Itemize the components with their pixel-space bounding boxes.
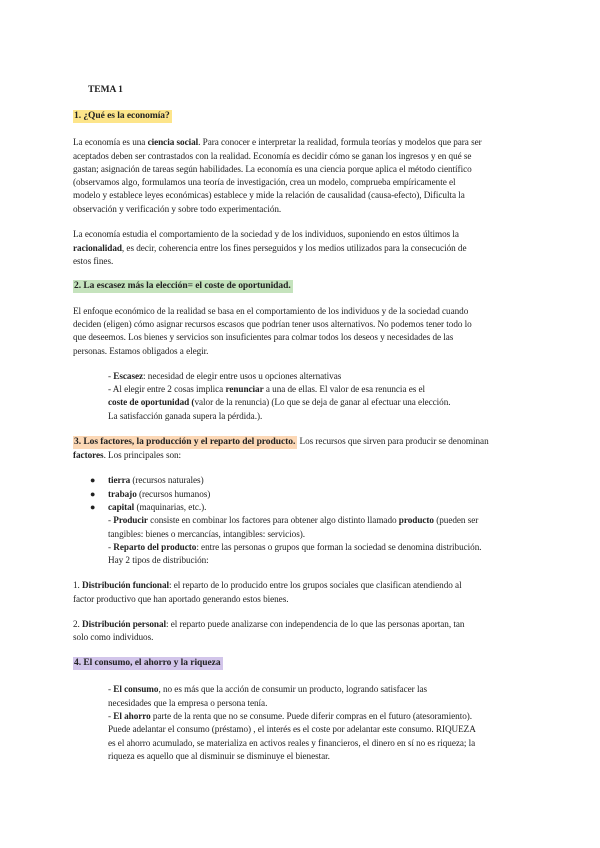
term-factores: factores	[73, 450, 104, 460]
s4-item-5: es el ahorro acumulado, se materializa en activos reales y financieros, el dinero en sí no es riqueza; la	[108, 738, 476, 748]
s1-p2-line-3: estos fines.	[73, 256, 114, 266]
term-escasez: Escasez	[113, 371, 144, 381]
term-coste-de-oportunidad: coste de oportunidad (	[108, 397, 195, 407]
bullet-icon: ●	[90, 502, 96, 512]
s1-p1-line-5: modelo y establece leyes económicas) establece y mide la relación de causalidad (causa-efecto), Dificulta la	[73, 190, 465, 200]
s2-list-item-1: - Escasez: necesidad de elegir entre usos u opciones alternativas	[108, 371, 342, 381]
term-reparto-del-producto: Reparto del producto	[113, 542, 197, 552]
s3-prod-line-3: - Reparto del producto: entre las personas o grupos que forman la sociedad se denomina distribución.	[108, 542, 482, 552]
s1-p2-line-1: La economía estudia el comportamiento de la sociedad y de los individuos, suponiendo en estos últimos la	[73, 229, 459, 239]
term-el-consumo: El consumo	[113, 684, 159, 694]
s2-list-item-2: - Al elegir entre 2 cosas implica renunciar a una de ellas. El valor de esa renuncia es el	[108, 384, 426, 394]
s3-bullet-trabajo: trabajo (recursos humanos)	[108, 489, 211, 499]
term-el-ahorro: El ahorro	[113, 711, 151, 721]
s3-d2-line-2: solo como individuos.	[73, 632, 154, 642]
section-2-heading-text: 2. La escasez más la elección= el coste de oportunidad.	[74, 281, 291, 291]
s3-line-2: factores. Los principales son:	[73, 450, 182, 460]
s4-item-1: - El consumo, no es más que la acción de consumir un producto, logrando satisfacer las	[108, 684, 427, 694]
term-racionalidad: racionalidad	[73, 243, 122, 253]
s2-p1-line-4: personas. Estamos obligados a elegir.	[73, 346, 209, 356]
term-renunciar: renunciar	[225, 384, 264, 394]
document-title: TEMA 1	[88, 85, 123, 95]
section-1-heading	[73, 110, 172, 122]
s3-d1-line-1: 1. Distribución funcional: el reparto de lo producido entre los grupos sociales que clasifican atendiendo al	[73, 580, 462, 590]
s1-p1-line-1: La economía es una ciencia social. Para conocer e interpretar la realidad, formula teorías y modelos que para ser	[73, 137, 482, 147]
s3-d2-line-1: 2. Distribución personal: el reparto puede analizarse con independencia de lo que las personas aportan, tan	[73, 619, 465, 629]
term-ciencia-social: ciencia social	[147, 137, 199, 147]
s4-item-3: - El ahorro parte de la renta que no se consume. Puede diferir compras en el futuro (atesoramiento).	[108, 711, 473, 721]
s3-d1-line-2: factor productivo que han aportado generando estos bienes.	[73, 594, 289, 604]
s2-p1-line-3: que deseemos. Los bienes y servicios son insuficientes para colmar todos los deseos y necesidades de las	[73, 332, 454, 342]
s4-item-2: necesidades que la empresa o persona tenía.	[108, 698, 268, 708]
section-2-heading	[73, 280, 293, 292]
s2-list-item-4: La satisfacción ganada supera la pérdida.).	[108, 411, 263, 421]
s1-p1-line-2: aceptados deben ser contrastados con la realidad. Economía es decidir cómo se ganan los ingresos y en qué se	[73, 151, 472, 161]
section-4-heading	[73, 657, 223, 669]
section-1-heading-text: 1. ¿Qué es la economía?	[74, 111, 170, 121]
s4-item-6: riqueza es aquello que al disminuir se disminuye el bienestar.	[108, 751, 330, 761]
s1-p1-line-3: gastan; asignación de tareas según habilidades. La economía es una ciencia porque aplica el método científico	[73, 164, 472, 174]
term-distribucion-personal: Distribución personal	[82, 619, 166, 629]
section-4-heading-text: 4. El consumo, el ahorro y la riqueza	[74, 658, 221, 668]
term-producir: Producir	[113, 515, 148, 525]
s3-bullet-tierra: tierra (recursos naturales)	[108, 475, 204, 485]
term-distribucion-funcional: Distribución funcional	[82, 580, 170, 590]
s3-bullet-capital: capital (maquinarias, etc.).	[108, 502, 207, 512]
s2-p1-line-1: El enfoque económico de la realidad se basa en el comportamiento de los individuos y de la sociedad cuando	[73, 306, 469, 316]
s3-prod-line-4: Hay 2 tipos de distribución:	[108, 555, 209, 565]
section-3-heading-text: 3. Los factores, la producción y el reparto del producto.	[74, 437, 296, 447]
s2-list-item-3: coste de oportunidad (valor de la renuncia) (Lo que se deja de ganar al efectuar una elección.	[108, 397, 451, 407]
s3-prod-line-2: tangibles: bienes o mercancías, intangibles: servicios).	[108, 529, 305, 539]
s1-p1-line-6: observación y verificación y sobre todo experimentación.	[73, 204, 282, 214]
s3-prod-line-1: - Producir consiste en combinar los factores para obtener algo distinto llamado producto (pueden ser	[108, 515, 479, 525]
s1-p1-line-4: (observamos algo, formulamos una teoría de investigación, crea un modelo, comprueba empíricamente el	[73, 177, 456, 187]
s4-item-4: Puede adelantar el consumo (préstamo) , el interés es el coste por adelantar este consumo. RIQUEZA	[108, 724, 476, 734]
term-producto: producto	[398, 515, 434, 525]
s2-p1-line-2: deciden (eligen) cómo asignar recursos escasos que podrían tener usos alternativos. No podemos tener todo lo	[73, 319, 472, 329]
bullet-icon: ●	[90, 475, 96, 485]
bullet-icon: ●	[90, 489, 96, 499]
section-3-heading: 3. Los factores, la producción y el reparto del producto. Los recursos que sirven para producir se denominan	[74, 436, 489, 447]
s1-p2-line-2: racionalidad, es decir, coherencia entre los fines perseguidos y los medios utilizados para la consecución de	[73, 243, 467, 253]
